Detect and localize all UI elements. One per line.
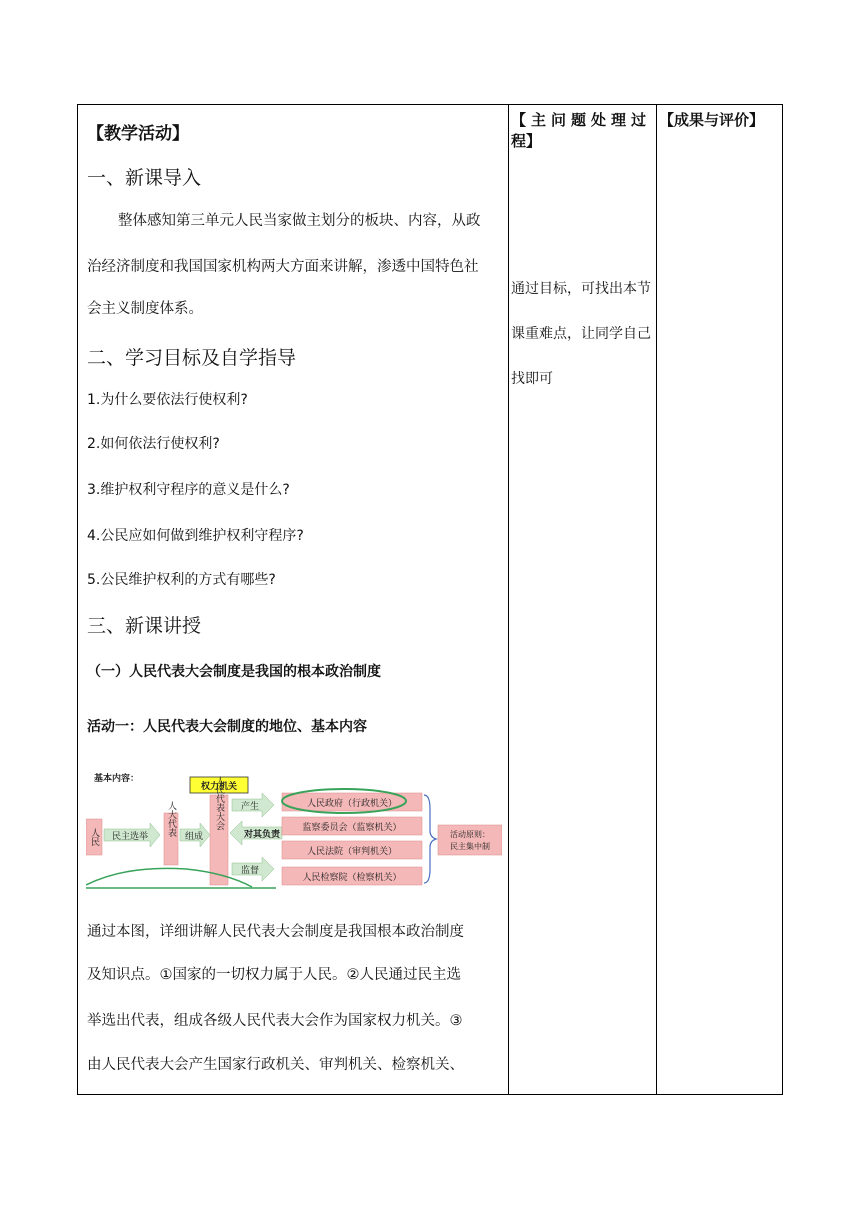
principle-label-2: 民主集中制 (450, 842, 490, 851)
result-header: 【成果与评价】 (659, 111, 765, 129)
lecture-title: 三、新课讲授 (87, 615, 202, 637)
result-column (657, 105, 782, 1094)
question-5: 5.公民维护权利的方式有哪些? (87, 572, 276, 588)
question-3: 3.维护权利守程序的意义是什么? (87, 482, 290, 498)
intro-title: 一、新课导入 (87, 167, 202, 189)
goals-title: 二、学习目标及自学指导 (87, 347, 297, 369)
intro-line-3: 会主义制度体系。 (87, 301, 203, 317)
process-column (509, 105, 657, 1094)
brace (424, 795, 436, 883)
intro-line-2: 治经济制度和我国国家机构两大方面来讲解，渗透中国特色社 (87, 259, 479, 275)
people-label: 人民 (89, 828, 99, 846)
process-note-3: 找即可 (511, 371, 553, 387)
produce-label: 产生 (240, 802, 260, 812)
process-header-line-2: 程】 (511, 132, 542, 150)
intro-line-1: 整体感知第三单元人民当家做主划分的板块、内容，从政 (118, 213, 481, 229)
election-label: 民主选举 (111, 832, 149, 842)
activity-title: 活动一：人民代表大会制度的地位、基本内容 (87, 719, 367, 735)
basic-content-label: 基本内容： (94, 774, 140, 784)
npc-label: 人民代表大会 (214, 776, 224, 830)
process-note-1: 通过目标，可找出本节 (511, 281, 651, 297)
responsible-label: 对其负责 (243, 830, 281, 840)
explain-line-1: 通过本图，详细讲解人民代表大会制度是我国根本政治制度 (87, 924, 464, 940)
supervision-label: 监察委员会（监察机关） (302, 823, 402, 833)
lesson-table (77, 104, 783, 1095)
power-organ-label: 权力机关 (200, 782, 238, 792)
deputies-label: 人大代表 (166, 801, 176, 837)
activity-column (78, 105, 509, 1094)
process-header-line-1: 【主问题处理过 (511, 111, 652, 129)
npc-structure-diagram (86, 769, 502, 889)
procuratorate-label: 人民检察院（检察机关） (302, 873, 402, 883)
gov-label: 人民政府（行政机关） (306, 799, 398, 809)
explain-line-2: 及知识点。①国家的一切权力属于人民。②人民通过民主选 (87, 967, 461, 983)
supervise-label: 监督 (240, 866, 260, 876)
sub-title: （一）人民代表大会制度是我国的根本政治制度 (87, 664, 381, 680)
question-4: 4.公民应如何做到维护权利守程序? (87, 528, 304, 544)
court-label: 人民法院（审判机关） (306, 847, 398, 857)
question-1: 1.为什么要依法行使权利? (87, 392, 248, 408)
principle-label-1: 活动原则： (450, 830, 490, 839)
activity-header: 【教学活动】 (87, 124, 189, 144)
form-label: 组成 (184, 832, 204, 842)
explain-line-4: 由人民代表大会产生国家行政机关、审判机关、检察机关、 (87, 1057, 464, 1073)
explain-line-3: 举选出代表，组成各级人民代表大会作为国家权力机关。③ (87, 1013, 463, 1029)
process-note-2: 课重难点，让同学自己 (511, 326, 651, 342)
question-2: 2.如何依法行使权利? (87, 436, 220, 452)
